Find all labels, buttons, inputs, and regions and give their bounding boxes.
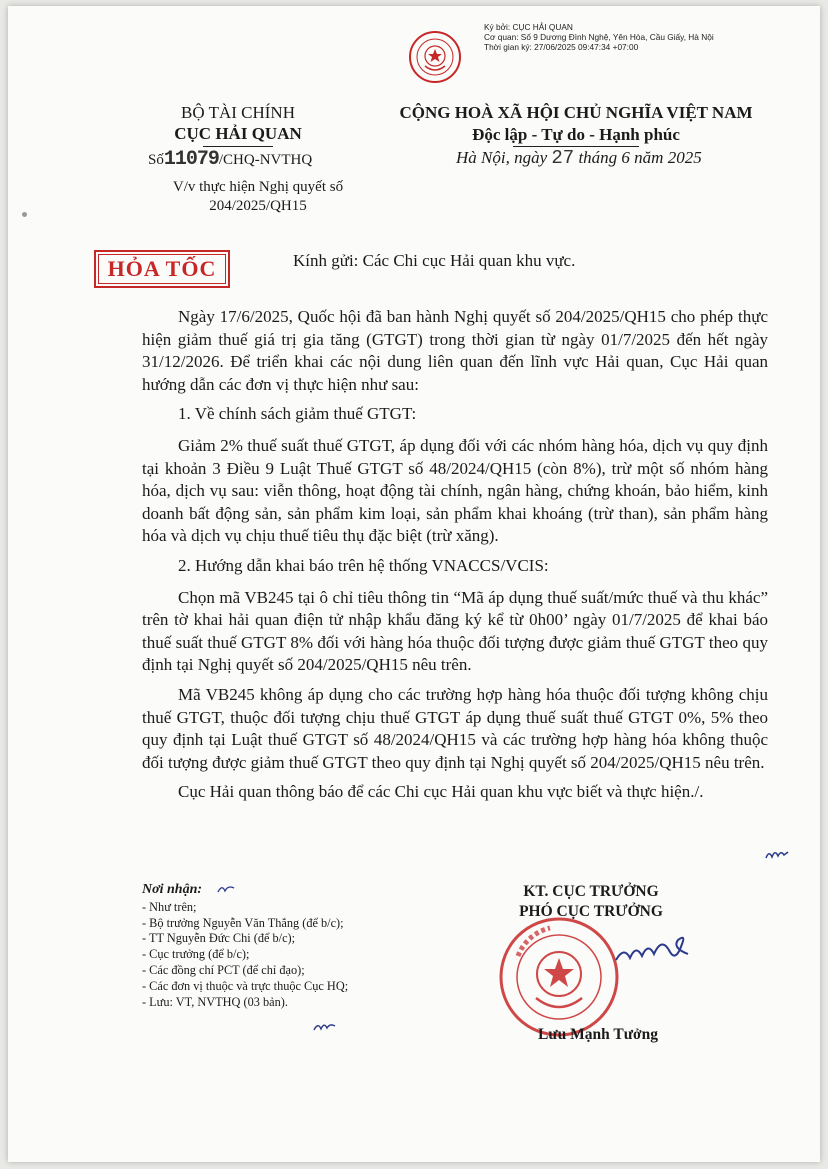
recipient-item: - Cục trưởng (để b/c); [142, 947, 250, 962]
recipient-line: Kính gửi: Các Chi cục Hải quan khu vực. [293, 251, 576, 270]
recipients-title: Nơi nhận: [142, 882, 203, 897]
punch-hole-mark [22, 212, 27, 217]
initials-mark [312, 1018, 338, 1036]
date-prefix: Hà Nội, ngày [456, 148, 548, 167]
paragraph-closing: Cục Hải quan thông báo để các Chi cục Hải quan khu vực biết và thực hiện./. [178, 782, 704, 802]
paragraph-intro: Ngày 17/6/2025, Quốc hội đã ban hành Nghị quyết số 204/2025/QH15 cho phép thực hiện giảm thuế giá trị gia tăng (GTGT) trong thời gian từ ngày 01/7/2025 đến hết ngày 31/12/2026. Để triển khai các nội dung liên quan đến lĩnh vực Hải quan, Cục Hải quan hướng dẫn các đơn vị thực hiện như sau: [142, 307, 768, 394]
document-number [148, 148, 312, 171]
doc-number-suffix: /CHQ-NVTHQ [218, 152, 313, 168]
doc-number-value: 11079 [163, 148, 219, 171]
recipient-item: - Bộ trưởng Nguyễn Văn Thắng (để b/c); [142, 915, 344, 930]
signatory-name: Lưu Mạnh Tưởng [538, 1026, 658, 1043]
recipients-list [142, 882, 348, 1010]
document-page [8, 6, 820, 1162]
department-name: CỤC HẢI QUAN [174, 124, 302, 143]
date-day: 27 [551, 147, 575, 169]
signed-by: Ký bởi: CỤC HẢI QUAN [484, 22, 573, 32]
recipient-item: - Các đơn vị thuộc và trực thuộc Cục HQ; [142, 978, 349, 993]
signatory-line-1: KT. CỤC TRƯỞNG [523, 883, 659, 900]
motto: Độc lập - Tự do - Hạnh phúc [472, 125, 680, 144]
section-1-heading: 1. Về chính sách giảm thuế GTGT: [178, 404, 417, 424]
handwritten-signature-icon [612, 926, 692, 976]
recipient-item: - Như trên; [142, 899, 197, 914]
ministry-name: BỘ TÀI CHÍNH [181, 103, 295, 122]
recipient-item: - TT Nguyễn Đức Chi (để b/c); [142, 931, 296, 946]
document-date [456, 147, 702, 169]
initials-mark [764, 844, 790, 864]
subject-line-2: 204/2025/QH15 [209, 198, 307, 214]
section-2-heading: 2. Hướng dẫn khai báo trên hệ thống VNACCS/VCIS: [178, 555, 549, 575]
recipient-item: - Lưu: VT, NVTHQ (03 bản). [142, 994, 288, 1009]
paragraph-declaration: Chọn mã VB245 tại ô chỉ tiêu thông tin “Mã áp dụng thuế suất/mức thuế và thu khác” trên tờ khai hải quan điện tử nhập khẩu đăng ký kể từ 0h00’ ngày 01/7/2025 để khai báo thuế suất thuế GTGT 8% đối với hàng hóa thuộc đối tượng được giảm thuế GTGT theo quy định tại Nghị quyết số 204/2025/QH15 nêu trên. [142, 587, 768, 675]
issuing-organization [158, 102, 318, 147]
signing-agency: Cơ quan: Số 9 Dương Đình Nghệ, Yên Hòa, Cầu Giấy, Hà Nội [484, 32, 714, 42]
divider [203, 146, 273, 147]
urgent-stamp: HỎA TỐC [94, 250, 230, 288]
signatory-line-2: PHÓ CỤC TRƯỞNG [519, 903, 663, 920]
official-seal-icon [498, 916, 620, 1038]
letter-body [142, 306, 768, 811]
subject-line-1: V/v thực hiện Nghị quyết số [172, 179, 344, 195]
paragraph-tax-reduction: Giảm 2% thuế suất thuế GTGT, áp dụng đối với các nhóm hàng hóa, dịch vụ quy định tại khoản 3 Điều 9 Luật Thuế GTGT số 48/2024/QH15 (còn 8%), trừ một số nhóm hàng hóa, dịch vụ sau: viễn thông, hoạt động tài chính, ngân hàng, chứng khoán, bảo hiểm, kinh doanh bất động sản, sản phẩm kim loại, sản phẩm khai khoáng (trừ than), sản phẩm hàng hóa và dịch vụ chịu thuế tiêu thụ đặc biệt (trừ xăng). [142, 435, 768, 546]
recipient-item: - Các đồng chí PCT (để chỉ đạo); [142, 962, 305, 977]
document-subject [158, 178, 358, 216]
signing-time: Thời gian ký: 27/06/2025 09:47:34 +07:00 [484, 42, 639, 52]
national-header [391, 102, 761, 146]
initials-mark [216, 882, 236, 896]
date-month-year: tháng 6 năm 2025 [578, 148, 702, 167]
digital-seal-icon [408, 30, 462, 84]
digital-signature-info [484, 22, 714, 52]
country-name: CỘNG HOÀ XÃ HỘI CHỦ NGHĨA VIỆT NAM [399, 103, 753, 122]
paragraph-exclusions: Mã VB245 không áp dụng cho các trường hợp hàng hóa thuộc đối tượng không chịu thuế GTGT, thuộc đối tượng chịu thuế GTGT áp dụng thuế suất thuế GTGT 0%, 5% theo quy định tại Luật thuế GTGT số 48/2024/QH15 và các trường hợp hàng hóa không thuộc đối tượng được giảm thuế GTGT theo quy định tại Nghị quyết số 204/2025/QH15 nêu trên. [142, 684, 768, 772]
doc-number-prefix: Số [148, 152, 164, 168]
